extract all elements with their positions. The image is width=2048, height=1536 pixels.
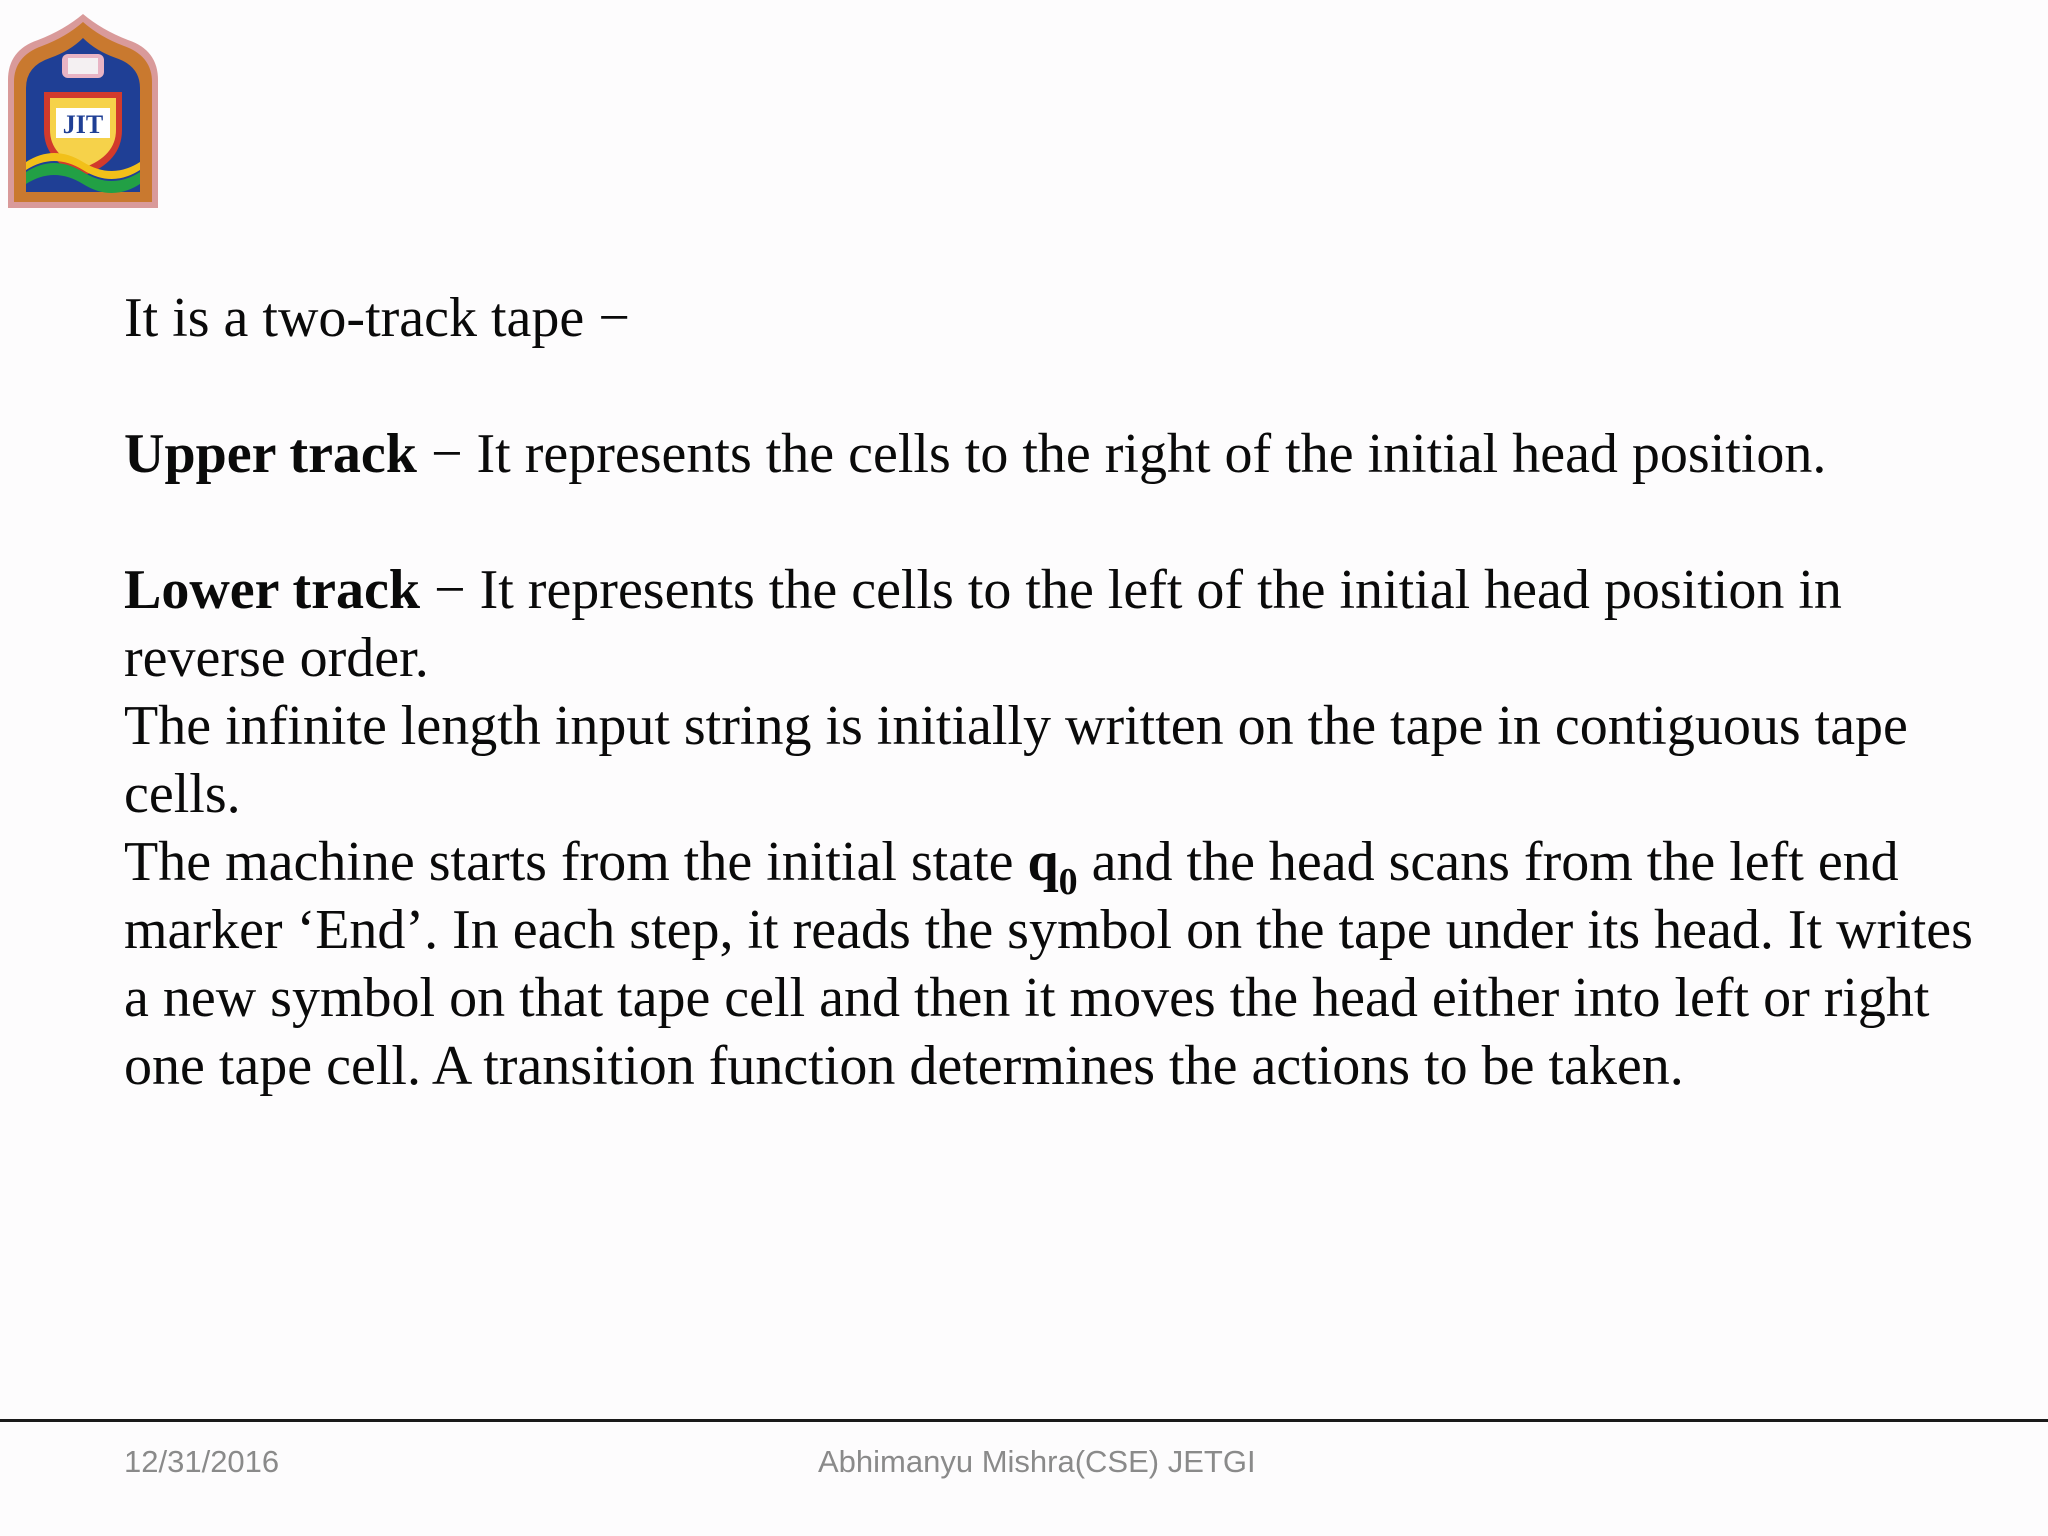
lower-track-paragraph [124,556,2004,692]
college-logo [4,12,162,210]
upper-track-text: − It represents the cells to the right of the initial head position. [416,423,1827,485]
upper-track-label: Upper track [124,423,417,485]
footer-divider [0,1419,2048,1422]
lower-track-text: − It represents the cells to the left of the initial head position in reverse order. [124,559,1842,689]
machine-text-before: The machine starts from the initial state [124,831,1028,893]
machine-text-after: and the head scans from the left end marker ‘End’. In each step, it reads the symbol on the tape under its head. It writes a new symbol on that tape cell and then it moves the head either into left or right one tape cell. A transition function determines the actions to be taken. [124,831,1973,1097]
intro-line: It is a two-track tape − [124,287,630,349]
spacer [124,352,2004,420]
machine-paragraph [124,828,2004,1100]
logo-letters: JIT [62,110,104,139]
footer-date: 12/31/2016 [124,1444,280,1479]
college-crest-icon [4,12,162,210]
slide-body [124,284,2004,1100]
input-string-paragraph: The infinite length input string is initially written on the tape in contiguous tape cells. [124,695,1908,825]
footer-author: Abhimanyu Mishra(CSE) JETGI [818,1444,1256,1479]
spacer [124,488,2004,556]
state-symbol: q [1027,831,1059,893]
upper-track-paragraph [124,420,2004,488]
lower-track-label: Lower track [124,559,420,621]
state-subscript: 0 [1058,861,1078,903]
